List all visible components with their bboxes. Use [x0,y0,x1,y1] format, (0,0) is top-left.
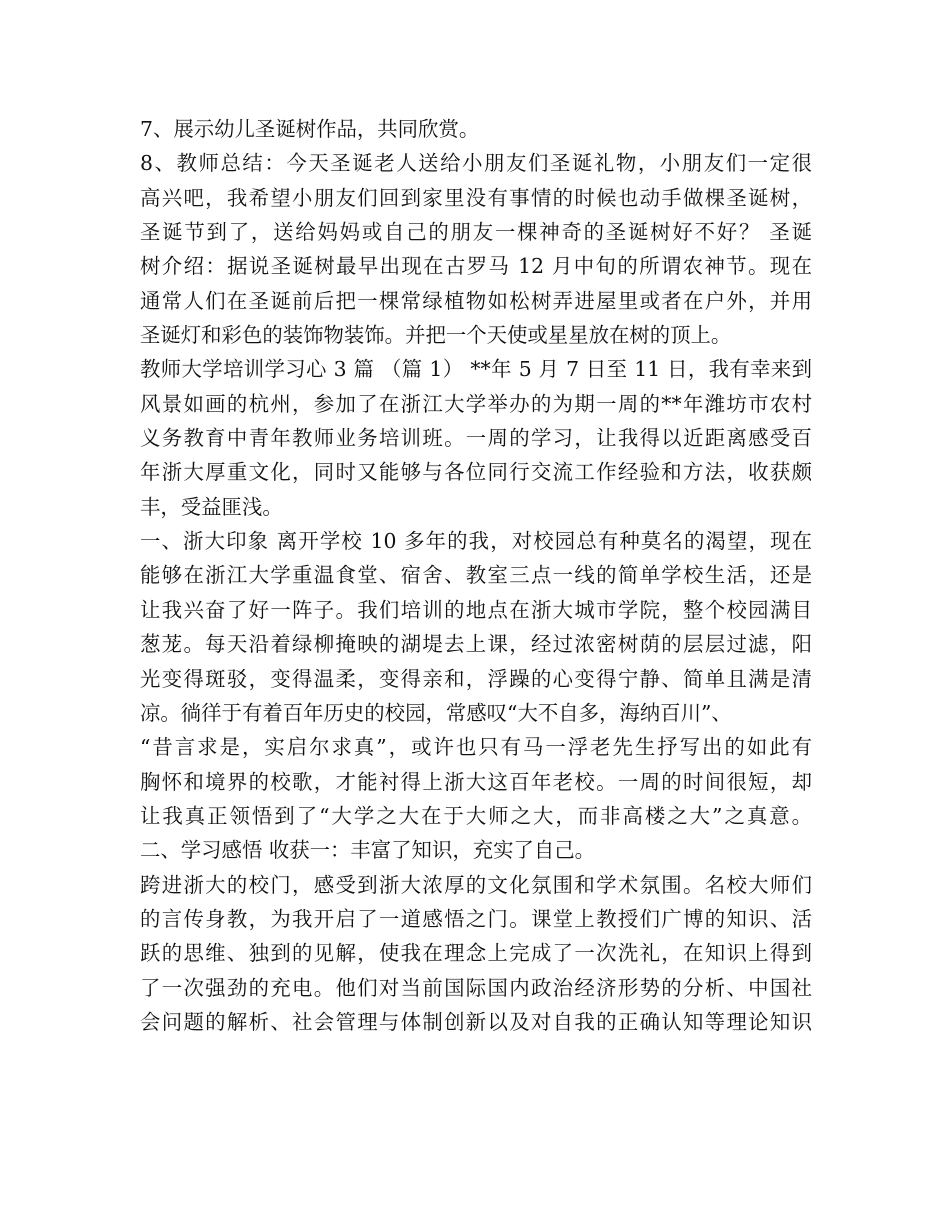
text-line: 通常人们在圣诞前后把一棵常绿植物如松树弄进屋里或者在户外，并用 [140,288,812,313]
text-line: 会问题的解析、社会管理与体制创新以及对自我的正确认知等理论知识 [140,1009,812,1034]
text-line: 葱茏。每天沿着绿柳掩映的湖堤去上课，经过浓密树荫的层层过滤，阳 [140,632,812,657]
text-line: 义务教育中青年教师业务培训班。一周的学习，让我得以近距离感受百 [140,426,812,451]
text-line: 了一次强劲的充电。他们对当前国际国内政治经济形势的分析、中国社 [140,975,812,1000]
text-line: 一、浙大印象 离开学校 10 多年的我，对校园总有种莫名的渴望，现在 [140,529,812,554]
text-line: 能够在浙江大学重温食堂、宿舍、教室三点一线的简单学校生活，还是 [140,563,812,588]
text-line: 年浙大厚重文化，同时又能够与各位同行交流工作经验和方法，收获颇 [140,460,812,485]
document-body [140,112,812,1039]
text-line: 丰，受益匪浅。 [140,494,283,519]
text-line: 胸怀和境界的校歌，才能衬得上浙大这百年老校。一周的时间很短，却 [140,769,812,794]
text-line: 8、教师总结：今天圣诞老人送给小朋友们圣诞礼物，小朋友们一定很 [140,151,812,176]
text-line: 跨进浙大的校门，感受到浙大浓厚的文化氛围和学术氛围。名校大师们 [140,872,812,897]
text-line: 让我真正领悟到了“大学之大在于大师之大，而非高楼之大”之真意。 [140,803,812,828]
text-line: 教师大学培训学习心 3 篇 （篇 1） **年 5 月 7 日至 11 日，我有幸来到 [140,357,812,382]
text-line: 圣诞节到了，送给妈妈或自己的朋友一棵神奇的圣诞树好不好？ 圣诞 [140,220,812,245]
text-line: “昔言求是，实启尔求真”，或许也只有马一浮老先生抒写出的如此有 [140,735,812,760]
text-line: 高兴吧，我希望小朋友们回到家里没有事情的时候也动手做棵圣诞树， [140,185,812,210]
text-line: 风景如画的杭州，参加了在浙江大学举办的为期一周的**年潍坊市农村 [140,391,812,416]
text-line: 凉。徜徉于有着百年历史的校园，常感叹“大不自多，海纳百川”、 [140,700,732,725]
text-line: 跃的思维、独到的见解，使我在理念上完成了一次洗礼，在知识上得到 [140,941,812,966]
text-line: 让我兴奋了好一阵子。我们培训的地点在浙大城市学院，整个校园满目 [140,597,812,622]
text-line: 7、展示幼儿圣诞树作品，共同欣赏。 [140,117,480,141]
text-line: 光变得斑驳，变得温柔，变得亲和，浮躁的心变得宁静、简单且满是清 [140,666,812,691]
text-line: 树介绍：据说圣诞树最早出现在古罗马 12 月中旬的所谓农神节。现在 [140,254,812,279]
text-line: 的言传身教，为我开启了一道感悟之门。课堂上教授们广博的知识、活 [140,906,812,931]
text-line: 圣诞灯和彩色的装饰物装饰。并把一个天使或星星放在树的顶上。 [140,323,732,348]
text-line: 二、学习感悟 收获一：丰富了知识，充实了自己。 [140,838,596,863]
